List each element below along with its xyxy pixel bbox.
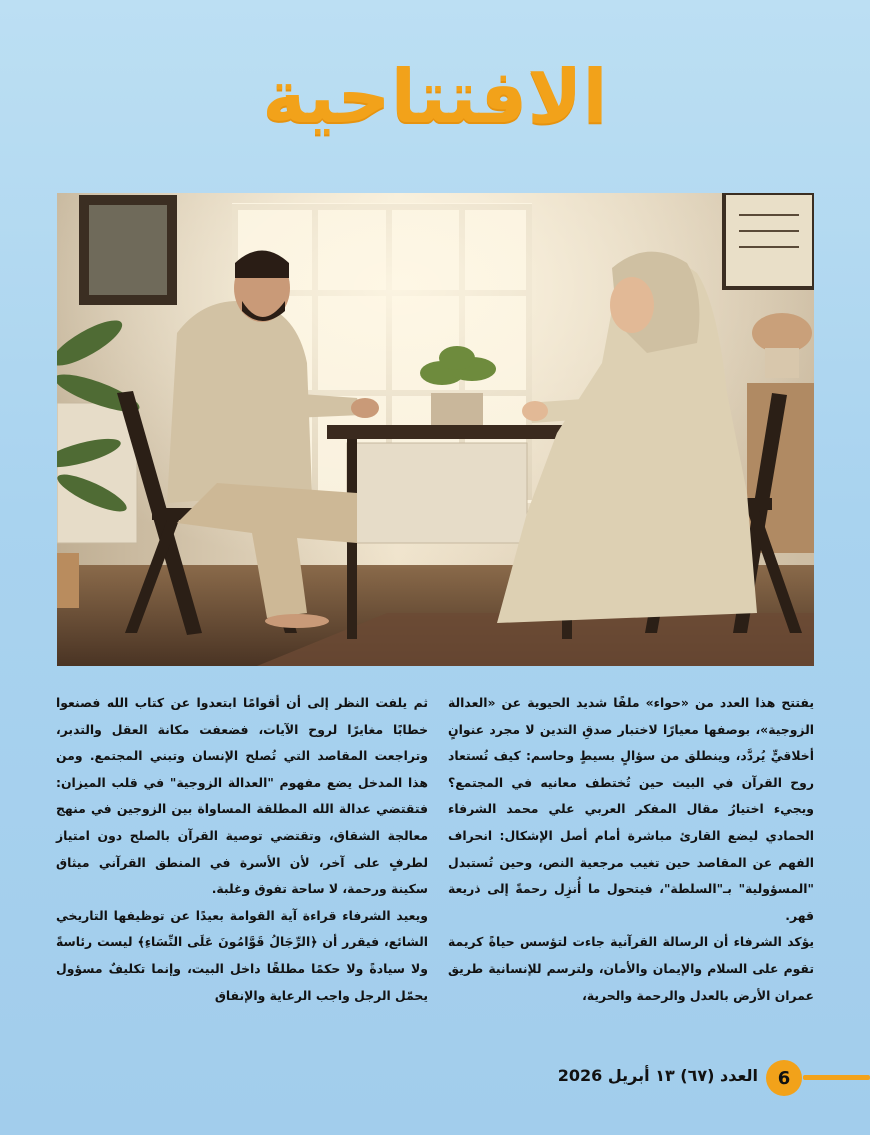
page-number: 6 — [766, 1060, 802, 1096]
page-title: الافتتاحية — [262, 54, 608, 140]
footer-accent-line — [803, 1075, 870, 1080]
article-paragraph: يفتتح هذا العدد من «حواء» ملفًا شديد الحيوية عن «العدالة الزوجية»، بوصفها معيارًا لاختبار صدقِ التدين لا مجرد عنوانٍ أخلاقيٍّ يُردَّد، وينطلق من سؤالٍ بسيطٍ وحاسم: كيف تُستعاد روح القرآن في البيت حين تُختطف معانيه في المجتمع؟ ويجيء اختيارُ مقال المفكر العربي علي محمد الشرفاء الحمادي ليضع القارئ مباشرة أمام أصل الإشكال: انحراف الفهم عن المقاصد حين تغيب مرجعية النص، وحين تُستبدل "المسؤولية" بـ"السلطة"، فيتحول ما أُنزِل رحمةً إلى ذريعة قهر. — [448, 695, 814, 923]
article-paragraph: ثم يلفت النظر إلى أن أقوامًا ابتعدوا عن كتاب الله فصنعوا خطابًا مغايرًا لروح الآيات، فضعفت مكانة العقل والتدبر، وتراجعت المقاصد التي تُصلح الإنسان وتبني المجتمع. ومن هذا المدخل يضع مفهوم "العدالة الزوجية" في قلب الميزان: فتقتضي عدالة الله المطلقة المساواة بين الزوجين في منهج معالجة الشقاق، وتقتضي توصية القرآن بالصلح دون امتياز لطرفٍ على آخر، لأن الأسرة في المنطق القرآني ميثاق سكينة ورحمة، لا ساحة تفوق وغلبة. — [56, 695, 428, 897]
article-column-right — [448, 690, 814, 1009]
article-column-left — [56, 690, 428, 1009]
page-footer — [0, 1060, 870, 1096]
article-paragraph: يؤكد الشرفاء أن الرسالة القرآنية جاءت لتؤسس حياةً كريمة تقوم على السلام والإيمان والأمان، ولترسم للإنسانية طريق عمران الأرض بالعدل والرحمة والحرية، — [448, 934, 814, 1003]
couple-conversation-illustration — [57, 193, 814, 666]
issue-info: العدد (٦٧) ١٣ أبريل 2026 — [557, 1066, 758, 1085]
article-paragraph: ويعيد الشرفاء قراءة آية القوامة بعيدًا عن توظيفها التاريخي الشائع، فيقرر أن ﴿الرِّجَالُ قَوَّامُونَ عَلَى النِّسَاءِ﴾ ليست رئاسةً ولا سيادةً ولا حكمًا مطلقًا داخل البيت، وإنما تكليفٌ مسؤول يحمّل الرجل واجب الرعاية والإنفاق — [56, 907, 428, 1003]
